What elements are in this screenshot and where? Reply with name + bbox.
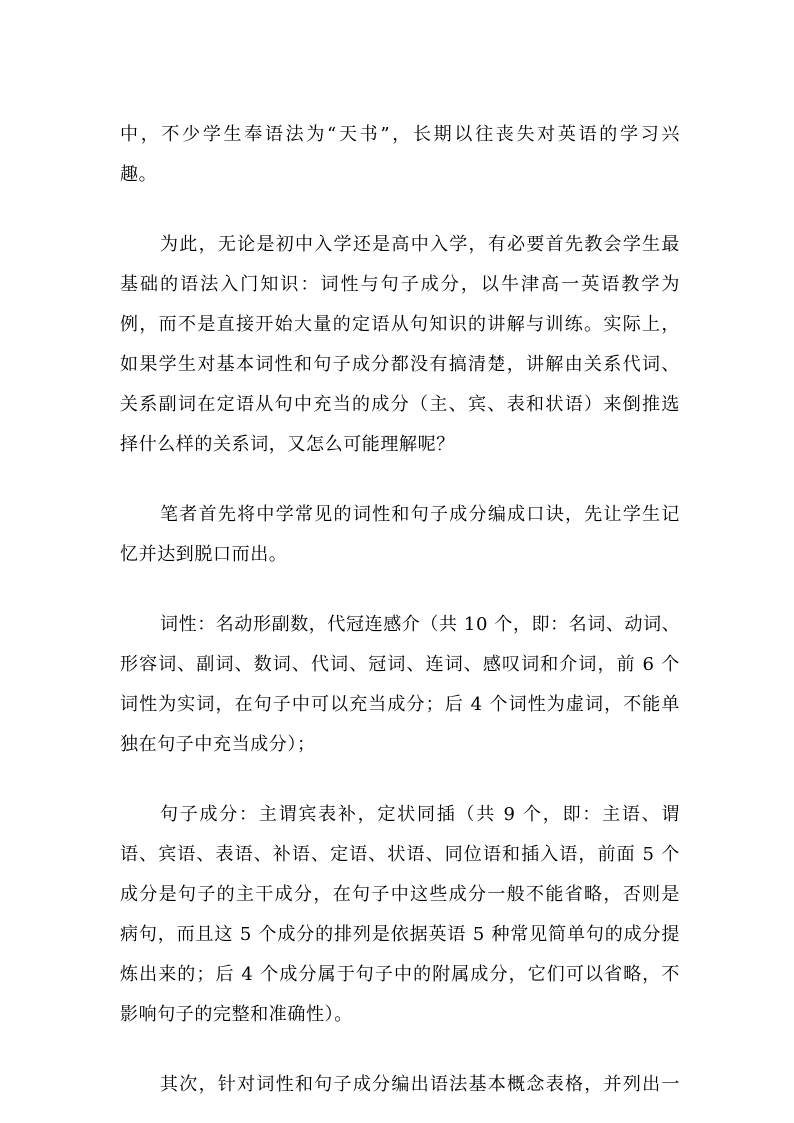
paragraph-3-line-2: 忆并达到脱口而出。 xyxy=(120,544,288,565)
paragraph-2-line-3: 例，而不是直接开始大量的定语从句知识的讲解与训练。实际上， xyxy=(120,314,680,335)
paragraph-5-line-3: 成分是句子的主干成分，在句子中这些成分一般不能省略，否则是 xyxy=(120,884,680,905)
paragraph-2-line-4: 如果学生对基本词性和句子成分都没有搞清楚，讲解由关系代词、 xyxy=(120,354,680,375)
paragraph-5-line-4: 病句，而且这 5 个成分的排列是依据英语 5 种常见简单句的成分提 xyxy=(120,924,680,945)
paragraph-2-line-1: 为此，无论是初中入学还是高中入学，有必要首先教会学生最 xyxy=(160,234,680,255)
paragraph-2-line-5: 关系副词在定语从句中充当的成分（主、宾、表和状语）来倒推选 xyxy=(120,394,680,415)
paragraph-5-line-6: 影响句子的完整和准确性）。 xyxy=(120,1004,353,1025)
paragraph-3-line-1: 笔者首先将中学常见的词性和句子成分编成口诀，先让学生记 xyxy=(160,504,680,525)
paragraph-1-line-2: 趣。 xyxy=(120,164,158,185)
paragraph-4-line-1: 词性：名动形副数，代冠连感介（共 10 个，即：名词、动词、 xyxy=(160,614,681,635)
paragraph-5-line-5: 炼出来的；后 4 个成分属于句子中的附属成分，它们可以省略，不 xyxy=(120,964,680,985)
paragraph-5-line-2: 语、宾语、表语、补语、定语、状语、同位语和插入语，前面 5 个 xyxy=(120,844,680,865)
paragraph-2-line-6: 择什么样的关系词，又怎么可能理解呢？ xyxy=(120,434,455,455)
paragraph-5-line-1: 句子成分：主谓宾表补，定状同插（共 9 个，即：主语、谓 xyxy=(160,804,680,825)
paragraph-1-line-1: 中，不少学生奉语法为“天书”，长期以往丧失对英语的学习兴 xyxy=(120,124,680,145)
paragraph-4-line-2: 形容词、副词、数词、代词、冠词、连词、感叹词和介词，前 6 个 xyxy=(120,654,680,675)
paragraph-2-line-2: 基础的语法入门知识：词性与句子成分，以牛津高一英语教学为 xyxy=(120,274,680,295)
paragraph-6-line-1: 其次，针对词性和句子成分编出语法基本概念表格，并列出一 xyxy=(160,1074,680,1095)
paragraph-4-line-4: 独在句子中充当成分）； xyxy=(120,734,316,755)
paragraph-4-line-3: 词性为实词，在句子中可以充当成分；后 4 个词性为虚词，不能单 xyxy=(120,694,680,715)
